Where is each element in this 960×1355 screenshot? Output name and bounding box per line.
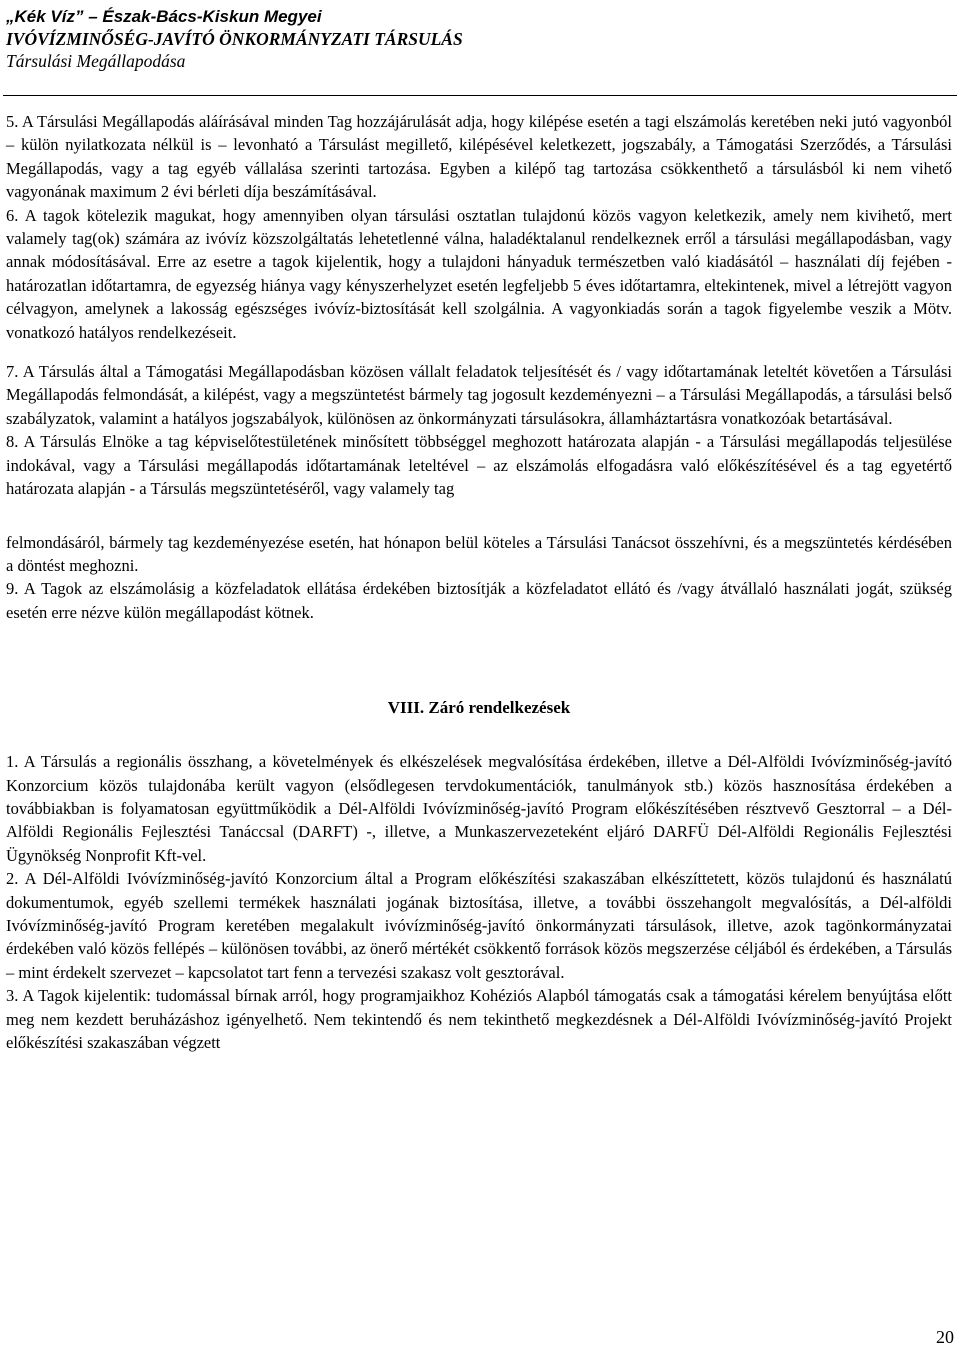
section-heading-closing-provisions: VIII. Záró rendelkezések [387, 698, 571, 718]
paragraph-9: 9. A Tagok az elszámolásig a közfeladatok ellátása érdekében biztosítják a közfeladatot ellátó és /vagy átvállaló használati jogát, szükség esetén erre nézve külön megállapodást kötnek. [6, 579, 952, 622]
spacer [6, 511, 952, 521]
closing-paragraph-2: 2. A Dél-Alföldi Ivóvízminőség-javító Konzorcium által a Program előkészítési szakaszában elkészíttetett, közös tulajdonú és használatú dokumentumok, egyéb szellemi termékek használati jogának biztosítása, illetve, a további összehangolt megvalósítás, a Dél-alföldi Ivóvízminőség-javító Program keretében megalakult ivóvízminőség-javító önkormányzati társulások, illetve, azok tagönkormányzatai érdekében való közös fellépés – különösen további, az önerő mértékét csökkentő források közös megszerzése céljából és érdekében, a Társulás – mint érdekelt szervezet – kapcsolatot tart fenn a tervezési szakasz volt gesztorával. [6, 869, 952, 982]
header-divider [3, 95, 957, 96]
spacer [6, 501, 952, 511]
header-association-name: „Kék Víz” – Észak-Bács-Kiskun Megyei [6, 7, 322, 26]
paragraph-5: 5. A Társulási Megállapodás aláírásával minden Tag hozzájárulását adja, hogy kilépése esetén a tagi elszámolás keretében neki jutó vagyonból – külön nyilatkozata nélkül is – levonható a Társulást megillető, kilépésével keletkezett, jogszabály, a Támogatási Szerződés, a Társulási Megállapodás, vagy a tag egyéb vállalása szerinti tartozása. Egyben a kilépő tag tartozása csökkenthető a társulásból ki nem vihető vagyonának maximum 2 évi bérleti díja beszámításával. [6, 112, 952, 202]
document-header [6, 6, 956, 72]
header-association-type: IVÓVÍZMINŐSÉG-JAVÍTÓ ÖNKORMÁNYZATI TÁRSULÁS [6, 29, 463, 49]
spacer [6, 344, 952, 360]
spacer [6, 521, 952, 531]
paragraph-8-part-1: 8. A Társulás Elnöke a tag képviselőtestületének minősített többséggel meghozott határozata alapján - a Társulási megállapodás teljesülése indokával, vagy a Társulási megállapodás időtartamának leteltével – az elszámolás elfogadásra való előkészítésével és a tag egyetértő határozata alapján - a Társulás megszüntetéséről, vagy valamely tag [6, 432, 952, 499]
spacer [6, 720, 952, 750]
closing-paragraph-1: 1. A Társulás a regionális összhang, a követelmények és elkészelések megvalósítása érdekében, illetve a Dél-Alföldi Ivóvízminőség-javító Konzorcium közös tulajdonába került vagyon (elsődlegesen tervdokumentációk, tanulmányok stb.) közös hasznosítása érdekében a továbbiakban is folyamatosan együttműködik a Dél-Alföldi Ivóvízminőség-javító Program előkészítésében résztvevő Gesztorral – a Dél-Alföldi Regionális Fejlesztési Tanáccsal (DARFT) -, illetve, a Munkaszervezeteként eljáró DARFÜ Dél-Alföldi Regionális Fejlesztési Ügynökség Nonprofit Kft-vel. [6, 752, 952, 865]
spacer [6, 624, 952, 696]
document-body [6, 110, 952, 1054]
paragraph-6: 6. A tagok kötelezik magukat, hogy amennyiben olyan társulási osztatlan tulajdonú közös vagyon keletkezik, amely nem kivihető, mert valamely tag(ok) számára az ivóvíz közszolgáltatás lehetetlenné válna, haladéktalanul rendelkeznek erről a társulási megállapodásban, vagy annak módosításával. Erre az esetre a tagok kijelentik, hogy a tulajdoni hányaduk természetben való kiadásától – használati díj fejében - határozatlan időtartamra, de egyezség hiánya vagy kényszerhelyzet esetén legfeljebb 5 éves időtartamra, eltekintenek, mivel a létrejött vagyon célvagyon, amelynek a lakosság egészséges ivóvíz-biztosítását kell szolgálnia. A vagyonkiadás során a tagok figyelembe veszik a Mötv. vonatkozó hatályos rendelkezéseit. [6, 205, 952, 342]
header-document-title: Társulási Megállapodása [6, 51, 186, 71]
paragraph-8-part-2: felmondásáról, bármely tag kezdeményezése esetén, hat hónapon belül köteles a Társulási Tanácsot összehívni, és a megszüntetés kérdésében a döntést meghozni. [6, 532, 952, 575]
page-number: 20 [936, 1327, 954, 1347]
closing-paragraph-3: 3. A Tagok kijelentik: tudomással bírnak arról, hogy programjaikhoz Kohéziós Alapból támogatás csak a támogatási kérelem benyújtása előtt meg nem kezdett beruházáshoz igényelhető. Nem tekintendő és nem tekinthető megkezdésnek a Dél-Alföldi Ivóvízminőség-javító Projekt előkészítési szakaszában végzett [6, 986, 952, 1052]
paragraph-7: 7. A Társulás által a Támogatási Megállapodásban közösen vállalt feladatok teljesítését és / vagy időtartamának leteltét követően a Társulási Megállapodás felmondását, a kilépést, vagy a megszüntetést bármely tag jogosult kezdeményezni – a Társulási Megállapodás, a társulási belső szabályzatok, valamint a hatályos jogszabályok, különösen az önkormányzati társulásokra, államháztartásra vonatkozóak betartásával. [6, 362, 952, 428]
